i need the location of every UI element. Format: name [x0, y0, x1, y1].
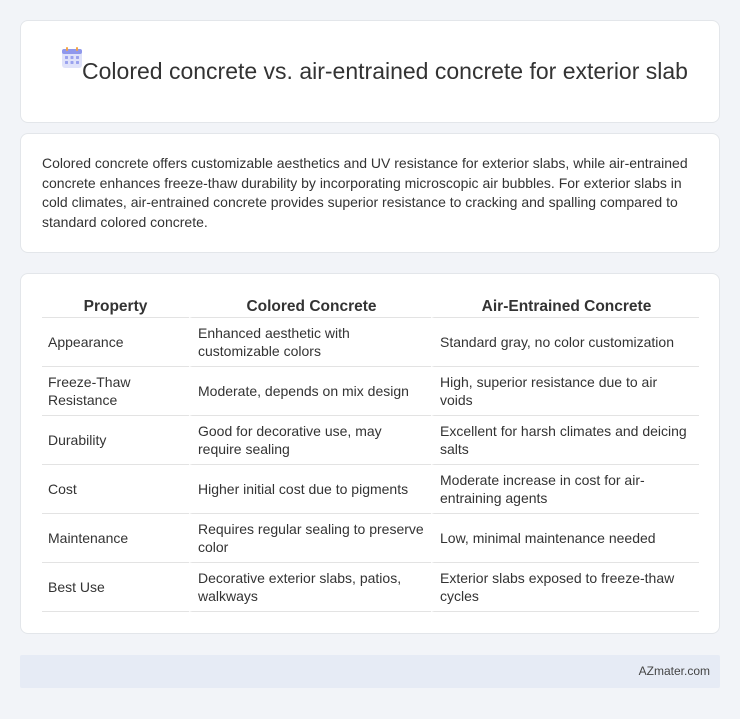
row-colored-value: Decorative exterior slabs, patios, walkways — [189, 563, 431, 612]
summary-paragraph: Colored concrete offers customizable aesthetics and UV resistance for exterior slabs, while air-entrained concrete enhances freeze-thaw durability by incorporating microscopic air bubbles. For exterior slabs in cold climates, air-entrained concrete provides superior resistance to cracking and spalling compared to standard colored concrete. — [42, 155, 688, 230]
row-air-entrained-value: Moderate increase in cost for air-entraining agents — [431, 465, 699, 514]
footer-brand: AZmater.com — [638, 664, 710, 678]
row-property: Maintenance — [42, 514, 189, 563]
header-air-entrained-concrete: Air-Entrained Concrete — [431, 295, 699, 318]
table-row — [42, 318, 699, 367]
row-air-entrained-value: High, superior resistance due to air voids — [431, 367, 699, 416]
table-row — [42, 367, 699, 416]
row-property: Appearance — [42, 318, 189, 367]
comparison-table — [42, 295, 699, 612]
row-colored-value: Requires regular sealing to preserve color — [189, 514, 431, 563]
header-property: Property — [42, 295, 189, 318]
table-header-row — [42, 295, 699, 318]
row-property: Best Use — [42, 563, 189, 612]
row-air-entrained-value: Exterior slabs exposed to freeze-thaw cycles — [431, 563, 699, 612]
row-colored-value: Higher initial cost due to pigments — [189, 465, 431, 514]
row-air-entrained-value: Standard gray, no color customization — [431, 318, 699, 367]
footer-bar — [20, 655, 720, 688]
row-air-entrained-value: Excellent for harsh climates and deicing salts — [431, 416, 699, 465]
table-row — [42, 563, 699, 612]
table-row — [42, 465, 699, 514]
row-property: Cost — [42, 465, 189, 514]
comparison-table-card — [20, 273, 720, 634]
page-title: Colored concrete vs. air-entrained concrete for exterior slab — [82, 58, 688, 84]
row-colored-value: Enhanced aesthetic with customizable colors — [189, 318, 431, 367]
row-colored-value: Moderate, depends on mix design — [189, 367, 431, 416]
title-card — [20, 20, 720, 123]
header-colored-concrete: Colored Concrete — [189, 295, 431, 318]
table-row — [42, 416, 699, 465]
row-colored-value: Good for decorative use, may require sealing — [189, 416, 431, 465]
row-property: Freeze-Thaw Resistance — [42, 367, 189, 416]
row-air-entrained-value: Low, minimal maintenance needed — [431, 514, 699, 563]
row-property: Durability — [42, 416, 189, 465]
summary-card — [20, 133, 720, 253]
table-row — [42, 514, 699, 563]
